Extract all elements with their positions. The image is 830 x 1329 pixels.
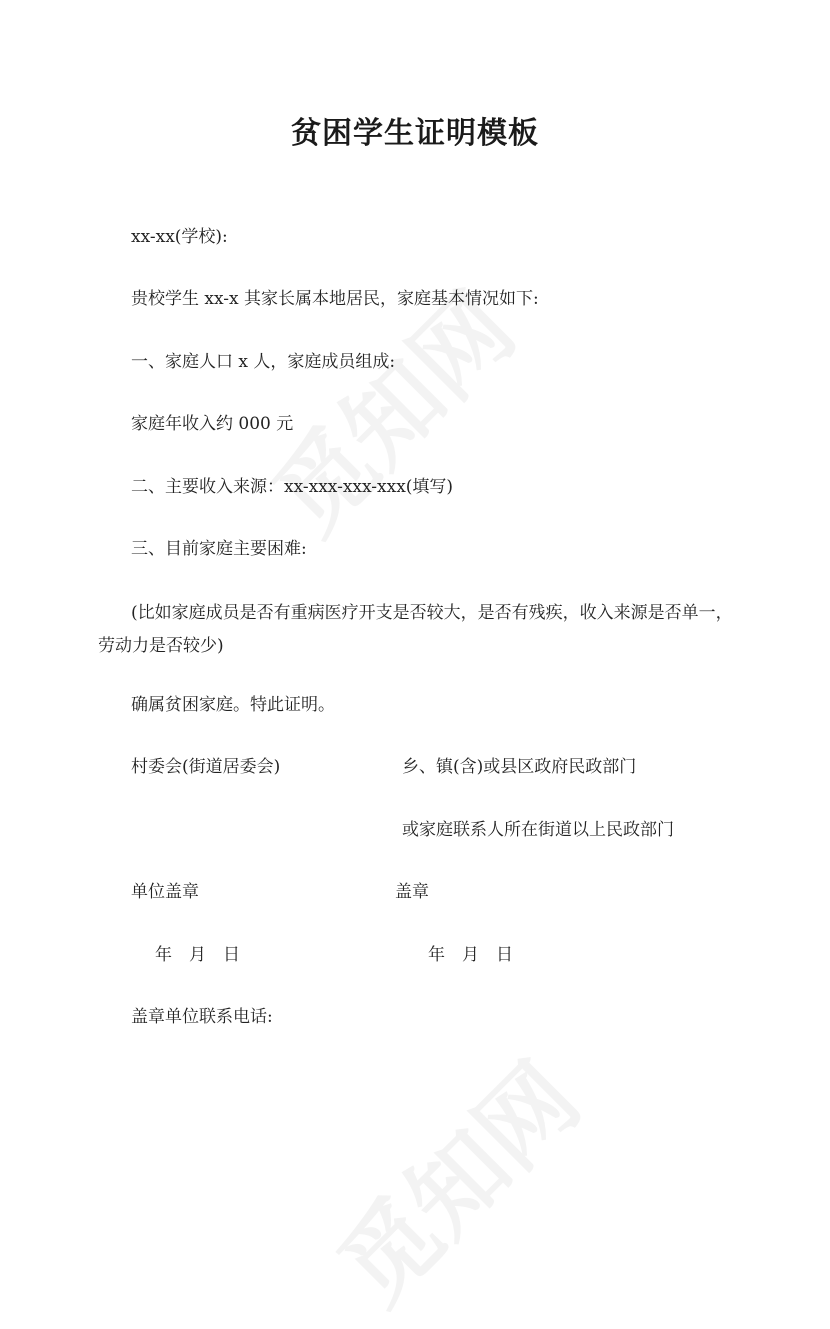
seal-label: 盖章 (395, 882, 429, 902)
income-source-item: 二、主要收入来源：xx-xxx-xxx-xxx(填写) (131, 477, 454, 497)
intro-paragraph: 贵校学生 xx-x 其家长属本地居民，家庭基本情况如下: (131, 289, 539, 309)
civil-affairs-label: 乡、镇(含)或县区政府民政部门 (402, 757, 637, 777)
difficulties-item: 三、目前家庭主要困难: (131, 539, 307, 559)
salutation: xx-xx(学校): (131, 227, 228, 247)
date-left: 年 月 日 (155, 945, 240, 965)
difficulties-example: (比如家庭成员是否有重病医疗开支是否较大，是否有残疾，收入来源是否单一，劳动力是否较少) (98, 603, 733, 656)
civil-affairs-alt-label: 或家庭联系人所在街道以上民政部门 (402, 820, 674, 840)
watermark-bottom (304, 1028, 605, 1329)
conclusion: 确属贫困家庭。特此证明。 (131, 695, 335, 715)
annual-income: 家庭年收入约 000 元 (131, 414, 294, 434)
date-right: 年 月 日 (428, 945, 513, 965)
document-title: 贫困学生证明模板 (291, 116, 539, 151)
unit-seal-label: 单位盖章 (131, 882, 199, 902)
contact-phone-label: 盖章单位联系电话: (131, 1007, 273, 1027)
village-committee-label: 村委会(街道居委会) (131, 757, 281, 777)
family-members-item: 一、家庭人口 x 人，家庭成员组成: (131, 352, 396, 372)
